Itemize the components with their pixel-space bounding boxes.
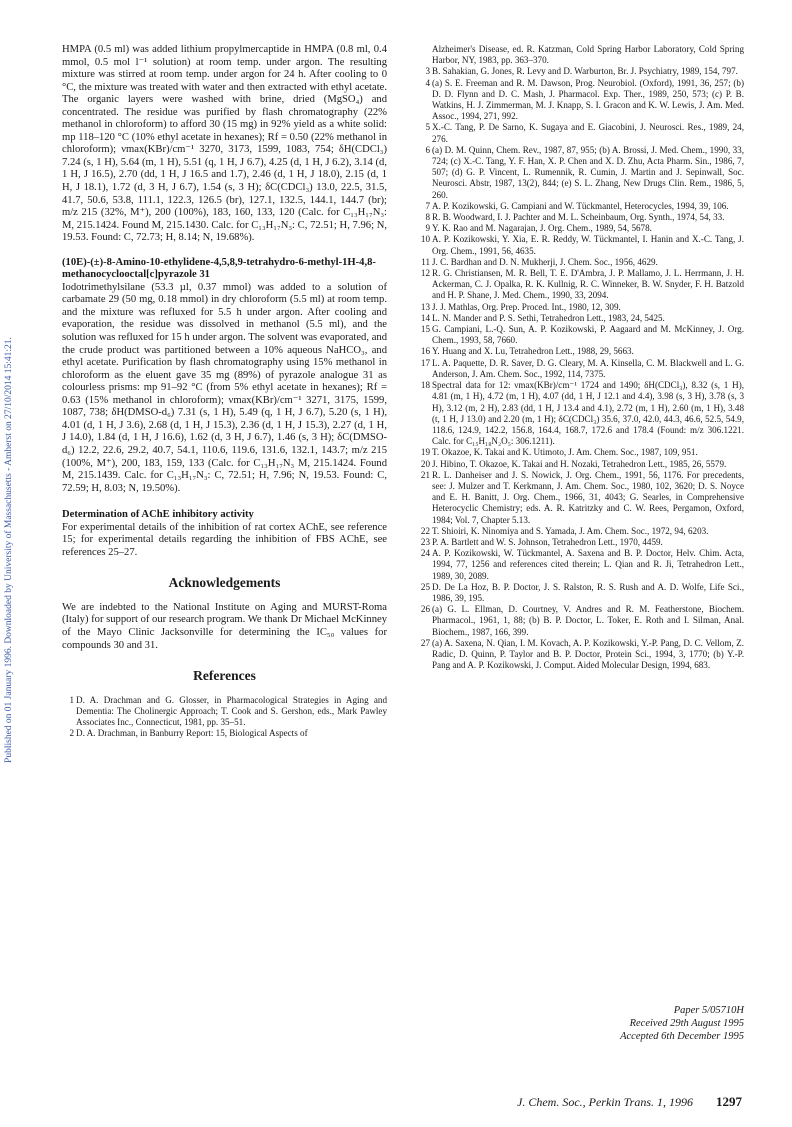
acknowledgements-text: We are indebted to the National Institute on Aging and MURST-Roma (Italy) for support of our research program. We thank Dr Michael McKinney of the Mayo Clinic Jacksonville for determining the IC₅₀ values for compounds 30 and 31.	[62, 601, 387, 651]
reference-text: A. P. Kozikowski, Y. Xia, E. R. Reddy, W. Tückmantel, I. Hanin and X.-C. Tang, J. Org. Chem., 1991, 56, 4635.	[432, 234, 744, 256]
reference-text: D. A. Drachman, in Banburry Report: 15, Biological Aspects of	[76, 728, 308, 739]
reference-item	[418, 582, 744, 604]
reference-text: Y. K. Rao and M. Nagarajan, J. Org. Chem., 1989, 54, 5678.	[432, 223, 652, 234]
reference-item	[418, 526, 744, 537]
reference-item	[418, 346, 744, 357]
reference-number: 4	[425, 77, 430, 88]
reference-item	[418, 537, 744, 548]
reference-item	[418, 78, 744, 123]
received-date: Received 29th August 1995	[629, 1018, 744, 1029]
references-list-left	[62, 695, 387, 740]
reference-text: Spectral data for 12: νmax(KBr)/cm⁻¹ 1724 and 1490; δH(CDCl₃), 8.32 (s, 1 H), 4.81 (m, 1 H), 4.72 (m, 1 H), 4.07 (dd, 1 H, J 12.1 and 4.4), 3.98 (s, 3 H), 3.78 (s, 3 H), 3.12 (m, 2 H), 2.83 (dd, 1 H, J 13.4 and 4.1), 2.72 (m, 1 H), 2.60 (m, 1 H), 3.48 (t, 1 H, J 13.0) and 2.20 (m, 1 H); δC(CDCl₃) 35.6, 37.0, 42.0, 44.3, 46.6, 52.5, 54.9, 118.6, 124.9, 142.2, 156.8, 164.4, 168.7, 172.6 and 178.4 (Found: m/z 306.1221. Calc. for C₁₅H₁₈N₂O₅: 306.1211).	[432, 380, 744, 447]
reference-number: 22	[420, 525, 430, 536]
reference-number: 7	[425, 200, 430, 211]
ache-paragraph: For experimental details of the inhibition of rat cortex AChE, see reference 15; for experimental details regarding the inhibition of FBS AChE, see references 25–27.	[62, 521, 387, 558]
reference-text: X.-C. Tang, P. De Sarno, K. Sugaya and E. Giacobini, J. Neurosci. Res., 1989, 24, 276.	[432, 122, 744, 144]
reference-number: 8	[425, 212, 430, 223]
page-footer	[430, 1094, 742, 1110]
references-title: References	[193, 668, 256, 684]
reference-item	[418, 380, 744, 447]
reference-number: 26	[420, 604, 430, 615]
experimental-paragraph-31: Iodotrimethylsilane (53.3 µl, 0.37 mmol) was added to a solution of carbamate 29 (50 mg, 0.18 mmol) in dry chloroform (5.5 ml) at room temp. and the mixture was refluxed for 5.5 h under argon. After cooling and evaporation, the residue was dissolved in methanol (5.5 ml), and the solution was refluxed for 15 h under argon. The solvent was evaporated, and the crude product was partitioned between a 10% aqueous NaHCO₃, and ethyl acetate. Purification by flash chromatography using 15% methanol in chloroform as the eluent gave 35 mg (89%) of pyrazole analogue 31 as colourless prisms: mp 91–92 °C (from 5% ethyl acetate in hexanes); Rf = 0.63 (15% methanol in chloroform); νmax(KBr)/cm⁻¹ 3271, 3175, 1599, 1087, 738; δH(DMSO-d₆) 7.31 (s, 1 H), 5.49 (q, 1 H, J 6.7), 5.20 (s, 1 H), 4.01 (d, 1 H, J 3.6), 2.68 (d, 1 H, J 15.3), 2.36 (d, 1 H, J 15.3), 2.27 (d, 1 H, J 14.0), 1.84 (d, 1 H, J 16.6), 1.62 (d, 3 H, J 6.7), 1.46 (s, 3 H); δC(DMSO-d₆) 12.2, 22.6, 29.2, 40.7, 54.1, 110.6, 119.6, 131.6, 132.1, 143.7; m/z 215 (100%, M⁺), 200, 183, 159, 133 (Calc. for C₁₃H₁₇N₃ M, 215.1424. Found M, 215.1439. Calc. for C₁₃H₁₇N₃: C, 72.51; H, 7.96; N, 19.53. Found: C, 72.59; H, 8.03; N, 19.50%).	[62, 281, 387, 494]
reference-number: 27	[420, 637, 430, 648]
accepted-date: Accepted 6th December 1995	[620, 1031, 744, 1042]
reference-item	[418, 122, 744, 144]
reference-number: 13	[420, 301, 430, 312]
journal-citation: J. Chem. Soc., Perkin Trans. 1, 1996	[517, 1095, 693, 1109]
reference-text: (a) D. M. Quinn, Chem. Rev., 1987, 87, 955; (b) A. Brossi, J. Med. Chem., 1990, 33, 724; (c) X.-C. Tang, Y. F. Han, X. P. Chen and X. D. Zhu, Acta Pharm. Sin., 1986, 7, 507; (d) G. P. Vincent, L. Rumennik, R. Cumin, J. Martin and J. Sepinwall, Soc. Neurosci. Abstr, 1987, 13(2), 844; (e) S. L. Zhang, New Drugs Clin. Rem., 1986, 5, 260.	[432, 144, 744, 200]
reference-number: 11	[421, 256, 430, 267]
reference-number: 5	[425, 122, 430, 133]
reference-number: 19	[420, 447, 430, 458]
reference-item	[418, 145, 744, 201]
left-column	[62, 44, 387, 739]
reference-item	[418, 447, 744, 458]
reference-text: R. G. Christiansen, M. R. Bell, T. E. D'Ambra, J. P. Mallamo, J. L. Herrmann, J. H. Ackerman, C. J. Opalka, R. K. Kullnig, R. C. Winneker, B. W. Snyder, F. H. Batzold and H. P. Shane, J. Med. Chem., 1990, 33, 2094.	[432, 268, 744, 301]
reference-number: 2	[69, 728, 74, 739]
reference-number: 24	[420, 548, 430, 559]
reference-item	[418, 470, 744, 526]
reference-item	[418, 358, 744, 380]
reference-text: J. J. Mathlas, Org. Prep. Proced. Int., 1980, 12, 309.	[432, 301, 621, 312]
reference-item	[418, 548, 744, 582]
reference-item	[418, 604, 744, 638]
acknowledgements-title: Acknowledgements	[168, 575, 281, 591]
reference-text: D. De La Hoz, B. P. Doctor, J. S. Ralston, R. S. Rush and A. D. Wolfe, Life Sci., 1986, 39, 195.	[432, 581, 744, 603]
reference-item	[418, 212, 744, 223]
reference-item	[418, 234, 744, 256]
reference-item	[62, 728, 387, 739]
reference-number: 9	[425, 223, 430, 234]
reference-item	[418, 638, 744, 672]
reference-text: T. Shioiri, K. Ninomiya and S. Yamada, J. Am. Chem. Soc., 1972, 94, 6203.	[432, 525, 709, 536]
download-watermark-text: Published on 01 January 1996. Downloaded by University of Massachusetts - Amherst on 27/10/2014 15:41:21.	[4, 337, 14, 763]
reference-number: 17	[420, 357, 430, 368]
reference-item	[418, 223, 744, 234]
reference-item	[418, 268, 744, 302]
reference-item	[418, 257, 744, 268]
reference-text: R. L. Danheiser and J. S. Nowick, J. Org. Chem., 1991, 56, 1176. For precedents, see: J. Mulzer and T. Kerkmann, J. Am. Chem. Soc., 1980, 102, 3620; D. S. Noyce and E. H. Banitt, J. Org. Chem., 1966, 31, 4043; G. Searles, in Comprehensive Heterocyclic Chemistry; eds. A. R. Katritzky and C. W. Rees, Pergamon, Oxford, 1984; Vol. 7, Chapter 5.13.	[432, 469, 744, 525]
compound-31-heading: (10E)-(±)-8-Amino-10-ethylidene-4,5,8,9-tetrahydro-6-methyl-1H-4,8-methanocyclooctal[c]pyrazole 31	[62, 256, 376, 281]
reference-item	[418, 66, 744, 77]
reference-text: (a) S. E. Freeman and R. M. Dawson, Prog. Neurobiol. (Oxford), 1991, 36, 257; (b) D. D. Flynn and D. C. Mash, J. Pharmacol. Exp. Ther., 1989, 250, 573; (c) P. B. Watkins, H. J. Zimmerman, M. J. Knapp, S. I. Gracon and K. W. Lewis, J. Am. Med. Assoc., 1994, 271, 992.	[432, 77, 744, 122]
download-watermark	[2, 170, 16, 930]
reference-text: L. A. Paquette, D. R. Saver, D. G. Cleary, M. A. Kinsella, C. M. Blackwell and L. G. Anderson, J. Am. Chem. Soc., 1992, 114, 7375.	[432, 357, 744, 379]
reference-text: L. N. Mander and P. S. Sethi, Tetrahedron Lett., 1983, 24, 5425.	[432, 312, 665, 323]
reference-number: 21	[420, 469, 430, 480]
reference-text: A. P. Kozikowski, W. Tückmantel, A. Saxena and B. P. Doctor, Helv. Chim. Acta, 1994, 77, 1256 and references cited therein; L. Qian and R. Ji, Tetrahedron Lett., 1989, 30, 2089.	[432, 548, 744, 581]
page-number: 1297	[716, 1094, 742, 1109]
reference-number: 1	[69, 694, 74, 705]
reference-text: G. Campiani, L.-Q. Sun, A. P. Kozikowski, P. Aagaard and M. McKinney, J. Org. Chem., 1993, 58, 7660.	[432, 324, 744, 346]
reference-item	[418, 313, 744, 324]
reference-number: 20	[420, 458, 430, 469]
references-list-right	[418, 44, 744, 671]
reference-number: 25	[420, 581, 430, 592]
reference-item	[418, 201, 744, 212]
reference-number: 18	[420, 380, 430, 391]
reference-text: A. P. Kozikowski, G. Campiani and W. Tückmantel, Heterocycles, 1994, 39, 106.	[432, 200, 729, 211]
reference-text: D. A. Drachman and G. Glosser, in Pharmacological Strategies in Aging and Dementia: The Cholinergic Approach; T. Cook and S. Gershon, eds., Mark Pawley Associates Inc., Connecticut, 1981, pp. 35–51.	[76, 694, 387, 728]
reference-text: (a) A. Saxena, N. Qian, I. M. Kovach, A. P. Kozikowski, Y.-P. Pang, D. C. Vellom, Z. Radic, D. Quinn, P. Taylor and B. P. Doctor, Protein Sci., 1994, 3, 1770; (b) Y.-P. Pang and A. P. Kozikowski, J. Comput. Aided Molecular Design, 1994, 683.	[432, 637, 744, 671]
reference-item	[62, 695, 387, 729]
reference-text: R. B. Woodward, I. J. Pachter and M. L. Scheinbaum, Org. Synth., 1974, 54, 33.	[432, 212, 725, 223]
reference-text: B. Sahakian, G. Jones, R. Levy and D. Warburton, Br. J. Psychiatry, 1989, 154, 797.	[432, 66, 738, 77]
reference-item	[418, 459, 744, 470]
paper-number: Paper 5/05710H	[673, 1005, 744, 1016]
reference-number: 12	[420, 268, 430, 279]
reference-text: J. Hibino, T. Okazoe, K. Takai and H. Nozaki, Tetrahedron Lett., 1985, 26, 5579.	[432, 458, 727, 469]
reference-text: P. A. Bartlett and W. S. Johnson, Tetrahedron Lett., 1970, 4459.	[432, 536, 663, 547]
reference-number: 10	[420, 234, 430, 245]
ache-heading: Determination of AChE inhibitory activity	[62, 509, 254, 521]
reference-item	[418, 44, 744, 66]
reference-text: Y. Huang and X. Lu, Tetrahedron Lett., 1988, 29, 5663.	[432, 346, 634, 357]
reference-item	[418, 302, 744, 313]
reference-number: 16	[420, 346, 430, 357]
reference-number: 6	[425, 144, 430, 155]
experimental-paragraph-30: HMPA (0.5 ml) was added lithium propylmercaptide in HMPA (0.8 ml, 0.4 mmol, 0.5 mol l⁻¹ solution) at room temp. under argon. The resulting mixture was stirred at room temp. under argon for 24 h. After cooling to 0 °C, the mixture was treated with water and then extracted with ethyl acetate. The organic layers were washed with brine, dried (MgSO₄) and concentrated. The residue was purified by flash chromatography (22% methanol in chloroform) to afford 30 (15 mg) in 92% yield as a white solid: mp 118–120 °C (10% ethyl acetate in hexanes); Rf = 0.50 (22% methanol in chloroform); νmax(KBr)/cm⁻¹ 3270, 3173, 1599, 1083, 754; δH(CDCl₃) 7.24 (s, 1 H), 5.64 (m, 1 H), 5.51 (q, 1 H, J 6.7), 4.25 (d, 1 H, J 6.2), 3.14 (d, 1 H, J 16.5), 2.70 (dd, 1 H, J 16.5 and 1.7), 2.46 (d, 1 H, J 18.0), 2.15 (d, 1 H, J 18.1), 1.72 (d, 3 H, J 6.7), 1.54 (s, 3 H); δC(CDCl₃) 13.0, 22.5, 31.5, 41.7, 50.6, 53.8, 111.1, 122.3, 126.5 (br), 127.1, 132.5, 144.1, 144.7 (br); m/z 215 (32%, M⁺), 200 (100%), 183, 160, 133, 120 (Calc. for C₁₃H₁₇N₃: M, 215.1424. Found M, 215.1430. Calc. for C₁₃H₁₇N₃: C, 72.51; H, 7.96; N, 19.53. Found: C, 72.73; H, 8.14; N, 19.68%).	[62, 44, 387, 244]
reference-text: Alzheimer's Disease, ed. R. Katzman, Cold Spring Harbor Laboratory, Cold Spring Harbor, NY, 1983, pp. 363–370.	[432, 44, 744, 66]
reference-number: 14	[420, 312, 430, 323]
reference-item	[418, 324, 744, 346]
reference-text: (a) G. L. Ellman, D. Courtney, V. Andres and R. M. Featherstone, Biochem. Pharmacol., 1961, 1, 88; (b) B. P. Doctor, L. Toker, E. Roth and I. Silman, Anal. Biochem., 1987, 166, 399.	[432, 604, 744, 637]
paper-metadata	[620, 1004, 744, 1043]
reference-number: 15	[420, 324, 430, 335]
reference-text: T. Okazoe, K. Takai and K. Utimoto, J. Am. Chem. Soc., 1987, 109, 951.	[432, 447, 698, 458]
reference-number: 3	[425, 66, 430, 77]
reference-text: J. C. Bardhan and D. N. Mukherji, J. Chem. Soc., 1956, 4629.	[432, 256, 658, 267]
reference-number: 23	[420, 536, 430, 547]
